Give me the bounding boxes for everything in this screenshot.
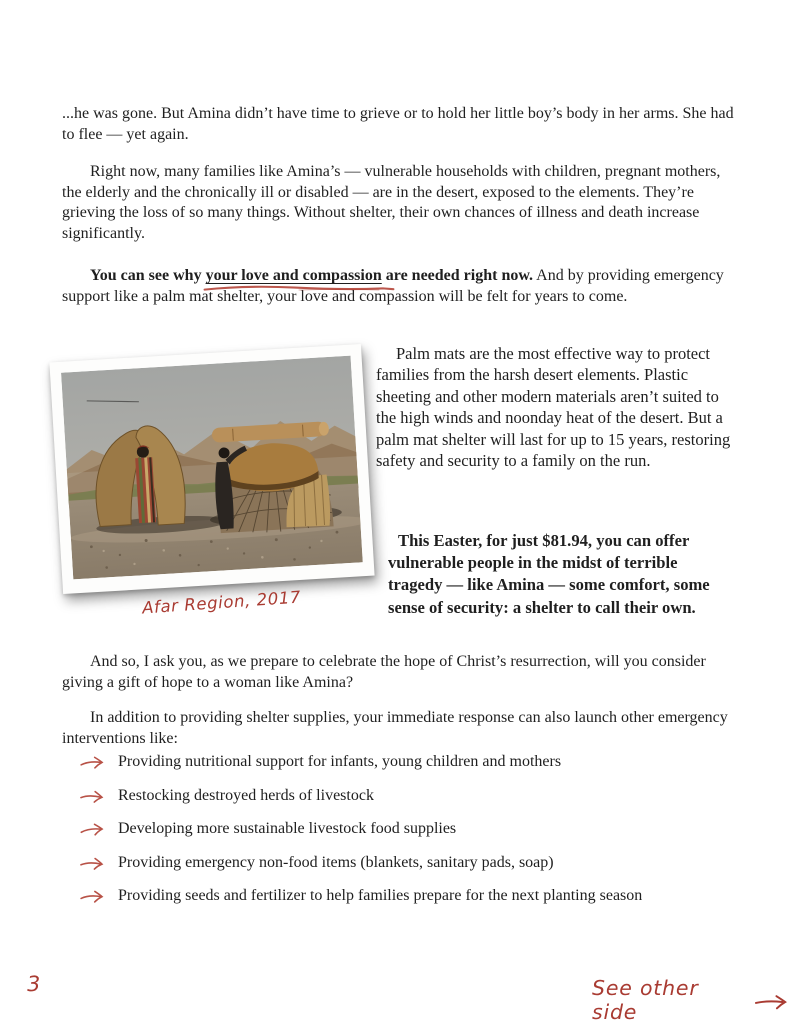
bold-lead-text: You can see why [90,267,206,284]
hand-drawn-arrow-icon [80,855,106,869]
see-other-side-text: See other side [592,976,699,1024]
photo-caption: Afar Region, 2017 [141,587,302,618]
paragraph-intro: ...he was gone. But Amina didn’t have time to grieve or to hold her little boy’s body in her arms. She had to flee — yet again. [62,105,734,143]
list-item-text: Providing nutritional support for infants, young children and mothers [118,753,562,770]
hand-drawn-arrow-icon [79,821,106,838]
arrow-right-icon [755,994,788,1010]
polaroid-photo [49,344,374,594]
bold-tail-text: are needed right now. [381,267,534,284]
see-other-side-note [592,976,788,1024]
list-item [80,751,720,772]
list-item-text: Providing seeds and fertilizer to help families prepare for the next planting season [118,887,643,904]
hand-drawn-arrow-icon [80,754,107,770]
paragraph-and-so: And so, I ask you, as we prepare to celebrate the hope of Christ’s resurrection, will you consider giving a gift of hope to a woman like Amina? [62,653,706,691]
paragraph-right-now: Right now, many families like Amina’s — vulnerable households with children, pregnant mothers, the elderly and the chronically ill or disabled — are in the desert, exposed to the elements. They’re grieving the loss of so many things. Without shelter, their own chances of illness and death increase significantly. [62,163,721,242]
paragraph-in-addition: In addition to providing shelter supplies, your immediate response can also launch other emergency interventions like: [62,709,728,747]
paragraph-easter-ask: This Easter, for just $81.94, you can offer vulnerable people in the midst of terrible tragedy — like Amina — some comfort, some sense of security: a shelter to call their own. [388,530,710,617]
list-item [80,885,720,906]
paragraph-palm-mats: Palm mats are the most effective way to protect families from the harsh desert elements. Plastic sheeting and other modern materials aren’t suited to the high winds and noonday heat of the desert. But a palm mat shelter will last for up to 15 years, restoring safety and security to a family on the run. [376,343,731,471]
list-item [80,785,720,806]
underlined-phrase: your love and compassion [206,267,382,284]
list-item-text: Developing more sustainable livestock food supplies [118,820,457,837]
bullet-list [80,751,720,919]
list-item [80,852,720,873]
desert-shelter-photo [61,356,363,580]
hand-drawn-arrow-icon [80,788,106,803]
paragraph-love-compassion [62,266,738,307]
list-item-text: Providing emergency non-food items (blankets, sanitary pads, soap) [118,853,554,871]
list-item-text: Restocking destroyed herds of livestock [118,786,374,804]
hand-drawn-arrow-icon [80,889,106,904]
list-item [80,818,720,839]
page-number: 3 [26,971,41,997]
regular-tail-text: And by providing emergency support like a palm mat shelter, your love and compassion will be felt for years to come. [62,267,724,305]
